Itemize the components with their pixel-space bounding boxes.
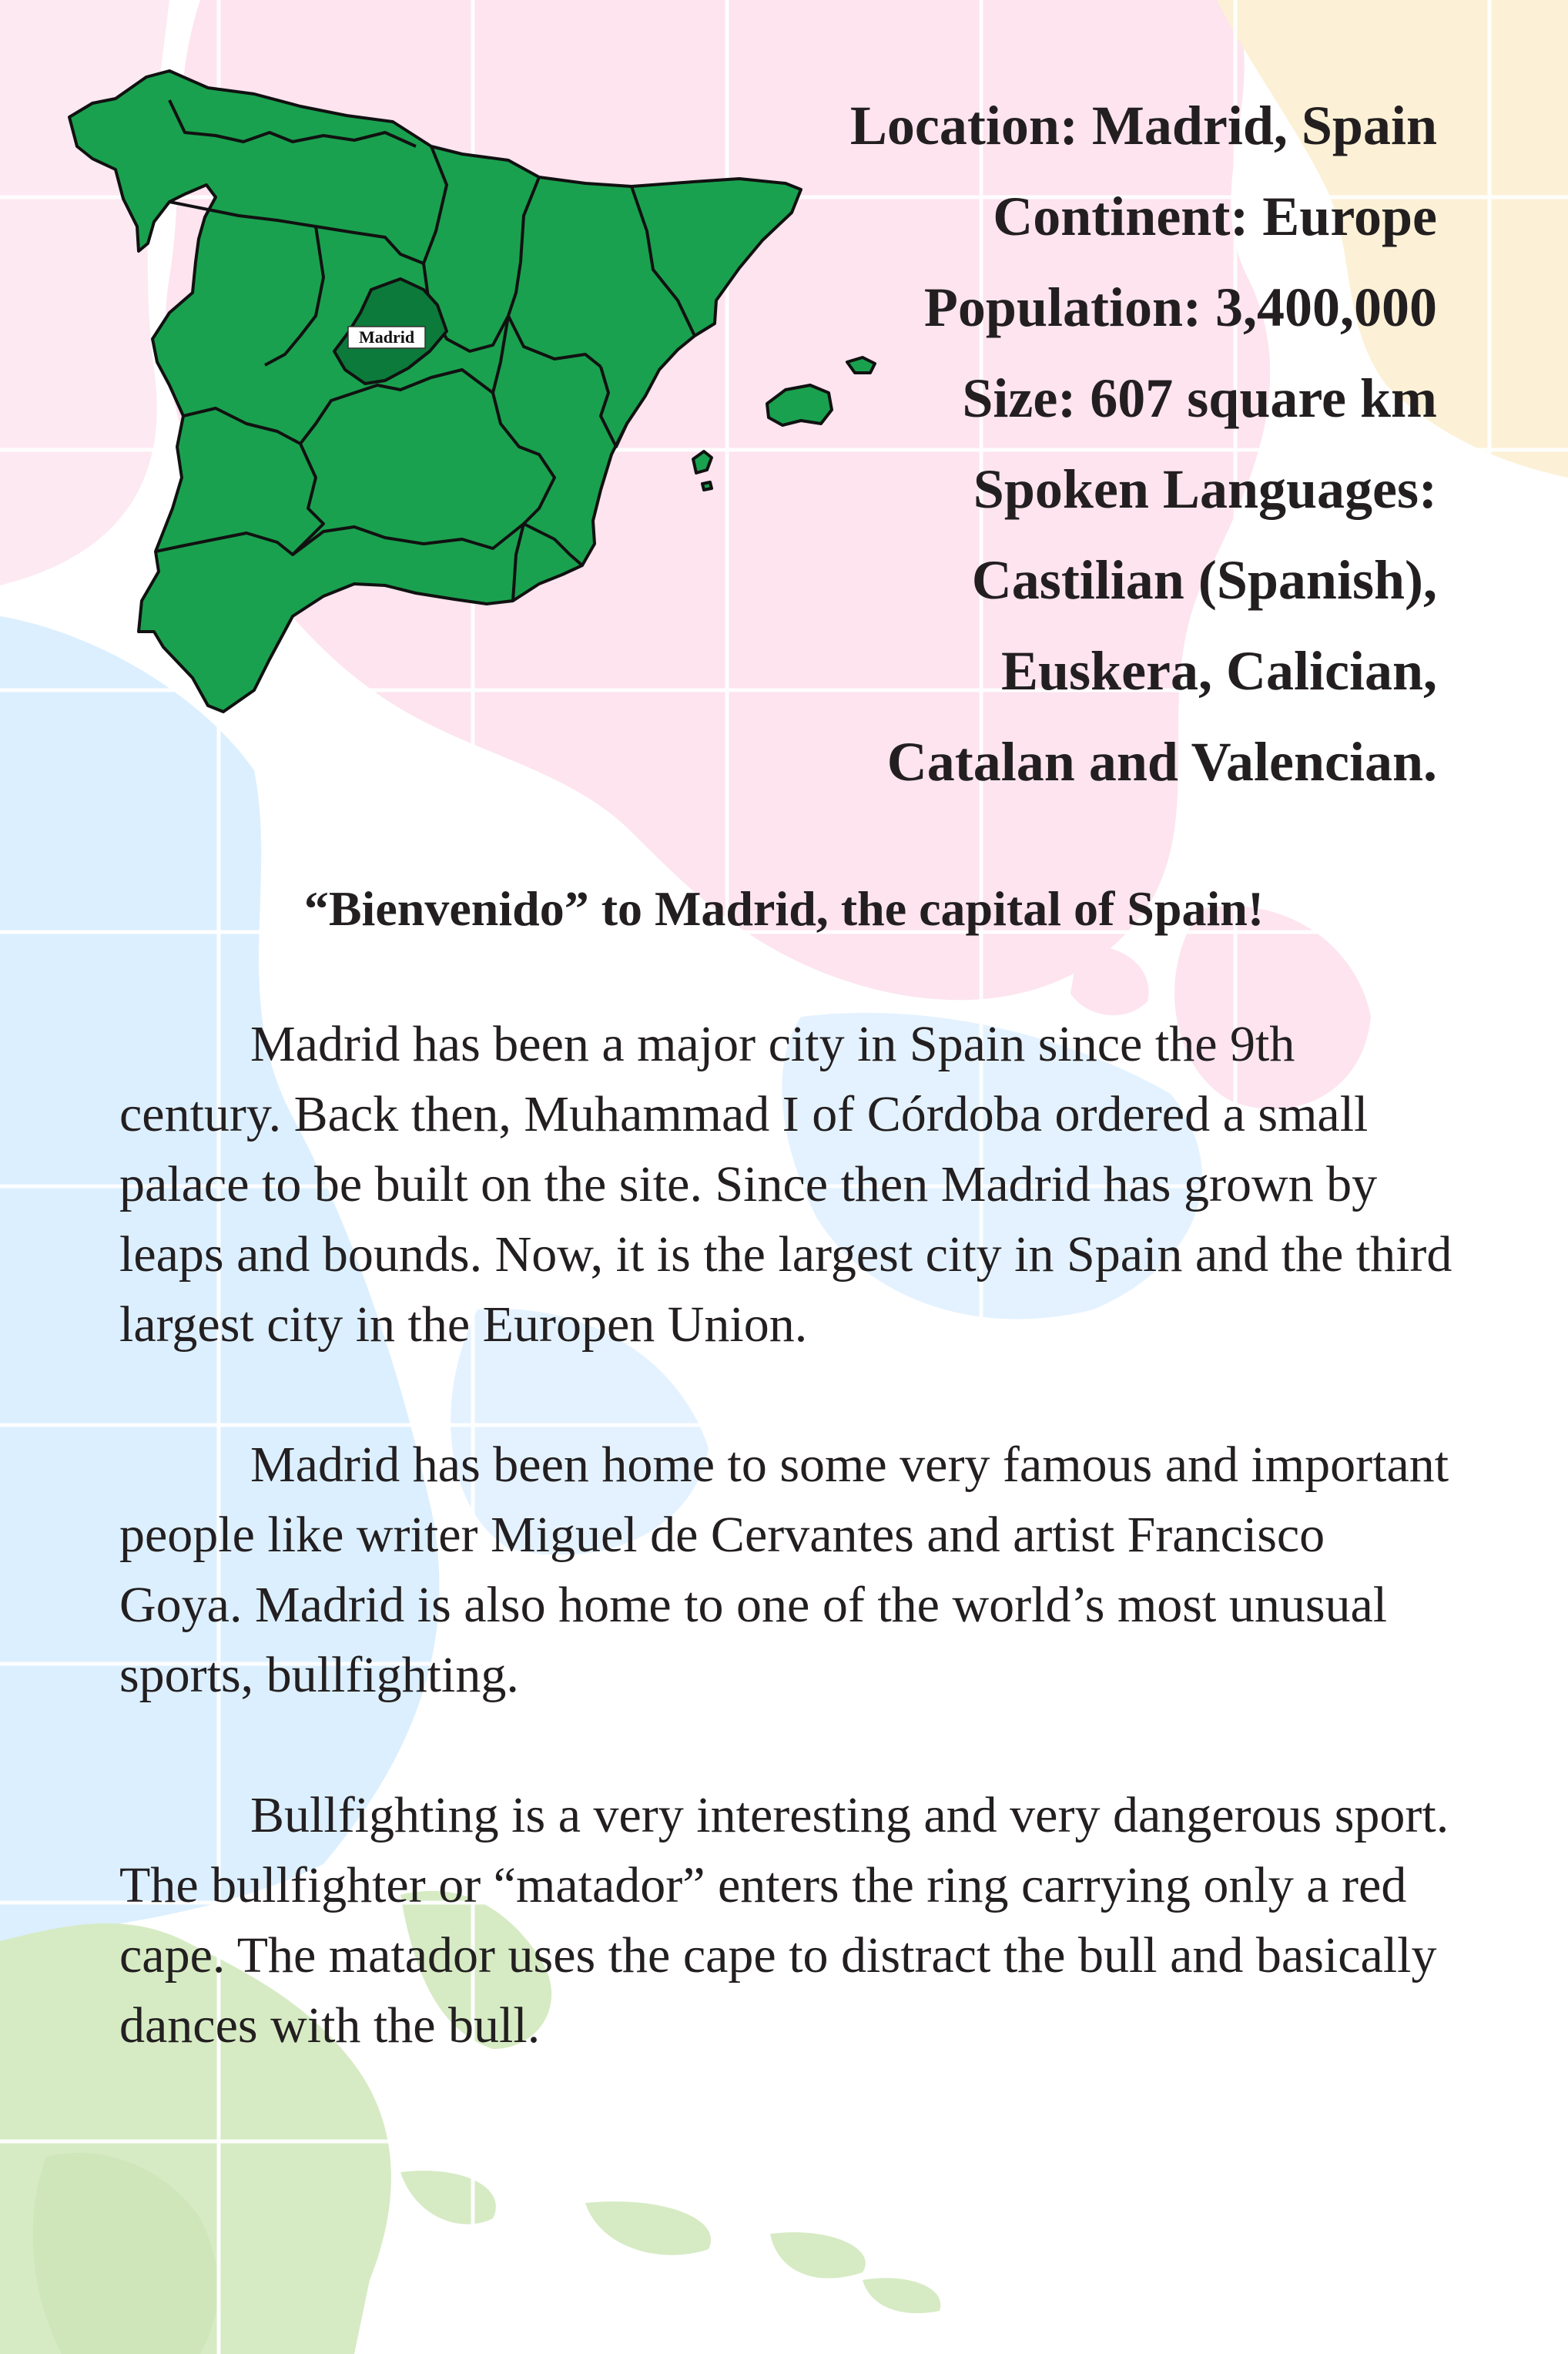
- body-text: [119, 1009, 1459, 2131]
- fact-continent: Continent: Europe: [993, 186, 1437, 247]
- fact-languages-line: Euskera, Calician,: [1000, 640, 1437, 702]
- fact-location: Location: Madrid, Spain: [849, 95, 1437, 156]
- fact-languages-line: Castilian (Spanish),: [971, 549, 1437, 611]
- paragraph: Madrid has been a major city in Spain since the 9th century. Back then, Muhammad I of Córdoba ordered a small palace to be built on the site. Since then Madrid has grown by leaps and bounds. Now, it is the largest city in Spain and the third largest city in the Europen Union.: [119, 1016, 1452, 1353]
- fact-languages-label: Spoken Languages:: [973, 458, 1437, 520]
- welcome-heading: “Bienvenido” to Madrid, the capital of Spain!: [303, 881, 1265, 936]
- madrid-label: Madrid: [358, 327, 415, 347]
- fact-size: Size: 607 square km: [962, 367, 1437, 429]
- paragraph: Madrid has been home to some very famous and important people like writer Miguel de Cervantes and artist Francisco Goya. Madrid is also home to one of the world’s most unusual sports, bullfighting.: [119, 1437, 1449, 1703]
- paragraph: Bullfighting is a very interesting and very dangerous sport. The bullfighter or “matador” enters the ring carrying only a red cape. The matador uses the cape to distract the bull and basically dances with the bull.: [119, 1787, 1449, 2054]
- fact-languages-line: Catalan and Valencian.: [886, 731, 1437, 793]
- fact-population: Population: 3,400,000: [923, 277, 1437, 338]
- city-facts: [667, 80, 1437, 807]
